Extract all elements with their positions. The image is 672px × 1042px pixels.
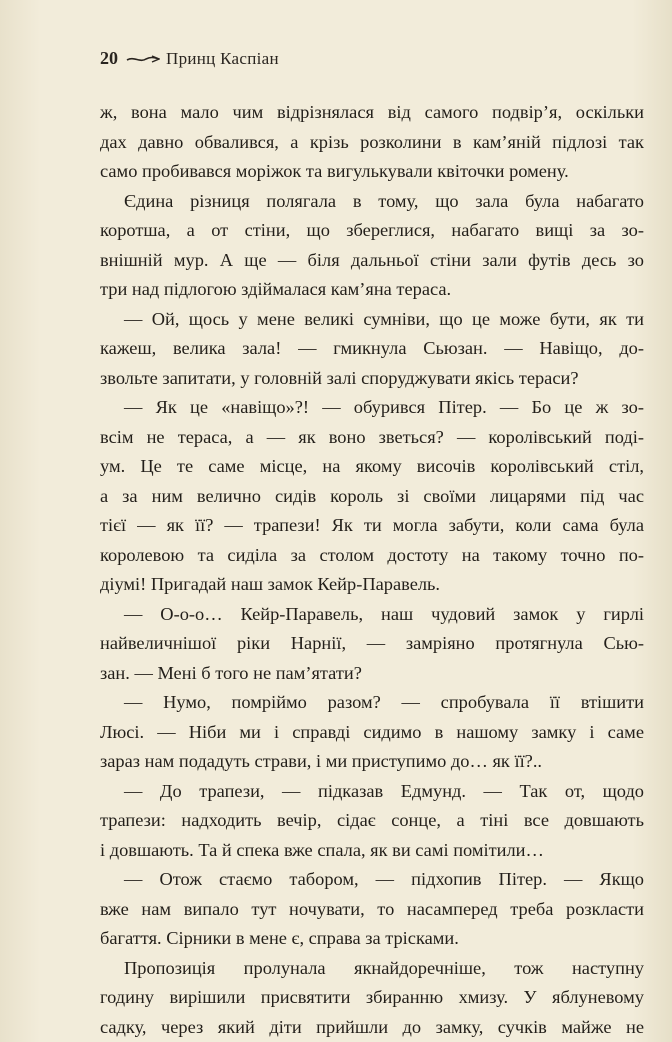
text-line: трапези: надходить вечір, сідає сонце, а тіні все довшають xyxy=(100,806,644,836)
text-line: вже нам випало тут ночувати, то насамперед треба розкласти xyxy=(100,895,644,925)
text-line: всім не тераса, а — як воно зветься? — королівський поді- xyxy=(100,423,644,453)
text-line: внішній мур. А ще — біля дальньої стіни зали футів десь зо xyxy=(100,246,644,276)
text-line: королевою та сиділа за столом достоту на такому точно по- xyxy=(100,541,644,571)
page-header xyxy=(100,48,279,69)
text-line: три над підлогою здіймалася кам’яна тераса. xyxy=(100,275,644,305)
text-line: діумі! Пригадай наш замок Кейр-Паравель. xyxy=(100,570,644,600)
text-line: Пропозиція пролунала якнайдоречніше, тож наступну xyxy=(100,954,644,984)
text-line: — О-о-о… Кейр-Паравель, наш чудовий замок у гирлі xyxy=(100,600,644,630)
text-line: само пробивався моріжок та вигулькували квіточки ромену. xyxy=(100,157,644,187)
text-line: зан. — Мені б того не пам’ятати? xyxy=(100,659,644,689)
text-line: — Ой, щось у мене великі сумніви, що це може бути, як ти xyxy=(100,305,644,335)
text-line: а за ним велично сидів король зі своїми лицарями під час xyxy=(100,482,644,512)
text-line: багаття. Сірники в мене є, справа за трісками. xyxy=(100,924,644,954)
text-line: — Нумо, помріймо разом? — спробувала її втішити xyxy=(100,688,644,718)
text-line: — До трапези, — підказав Едмунд. — Так от, щодо xyxy=(100,777,644,807)
book-text xyxy=(100,98,644,1042)
page-number: 20 xyxy=(100,48,118,69)
text-line: ум. Це те саме місце, на якому височів королівський стіл, xyxy=(100,452,644,482)
text-line: садку, через який діти прийшли до замку, сучків майже не xyxy=(100,1013,644,1042)
text-line: найвеличнішої ріки Нарнії, — замріяно протягнула Сью- xyxy=(100,629,644,659)
text-line: коротша, а от стіни, що збереглися, набагато вищі за зо- xyxy=(100,216,644,246)
text-line: дах давно обвалився, а крізь розколини в кам’яній підлозі так xyxy=(100,128,644,158)
text-line: зараз нам подадуть страви, і ми приступимо до… як її?.. xyxy=(100,747,644,777)
text-line: і довшають. Та й спека вже спала, як ви самі помітили… xyxy=(100,836,644,866)
text-line: звольте запитати, у головній залі споруджувати якісь тераси? xyxy=(100,364,644,394)
arrow-swash-icon xyxy=(126,49,160,69)
running-title: Принц Каспіан xyxy=(166,49,279,69)
text-line: ж, вона мало чим відрізнялася від самого подвір’я, оскільки xyxy=(100,98,644,128)
text-line: кажеш, велика зала! — гмикнула Сьюзан. — Навіщо, до- xyxy=(100,334,644,364)
text-line: годину вирішили присвятити збиранню хмизу. У яблуневому xyxy=(100,983,644,1013)
text-line: тієї — як її? — трапези! Як ти могла забути, коли сама була xyxy=(100,511,644,541)
text-line: — Як це «навіщо»?! — обурився Пітер. — Бо це ж зо- xyxy=(100,393,644,423)
text-line: — Отож стаємо табором, — підхопив Пітер. — Якщо xyxy=(100,865,644,895)
text-line: Люсі. — Ніби ми і справді сидимо в нашому замку і саме xyxy=(100,718,644,748)
text-line: Єдина різниця полягала в тому, що зала була набагато xyxy=(100,187,644,217)
